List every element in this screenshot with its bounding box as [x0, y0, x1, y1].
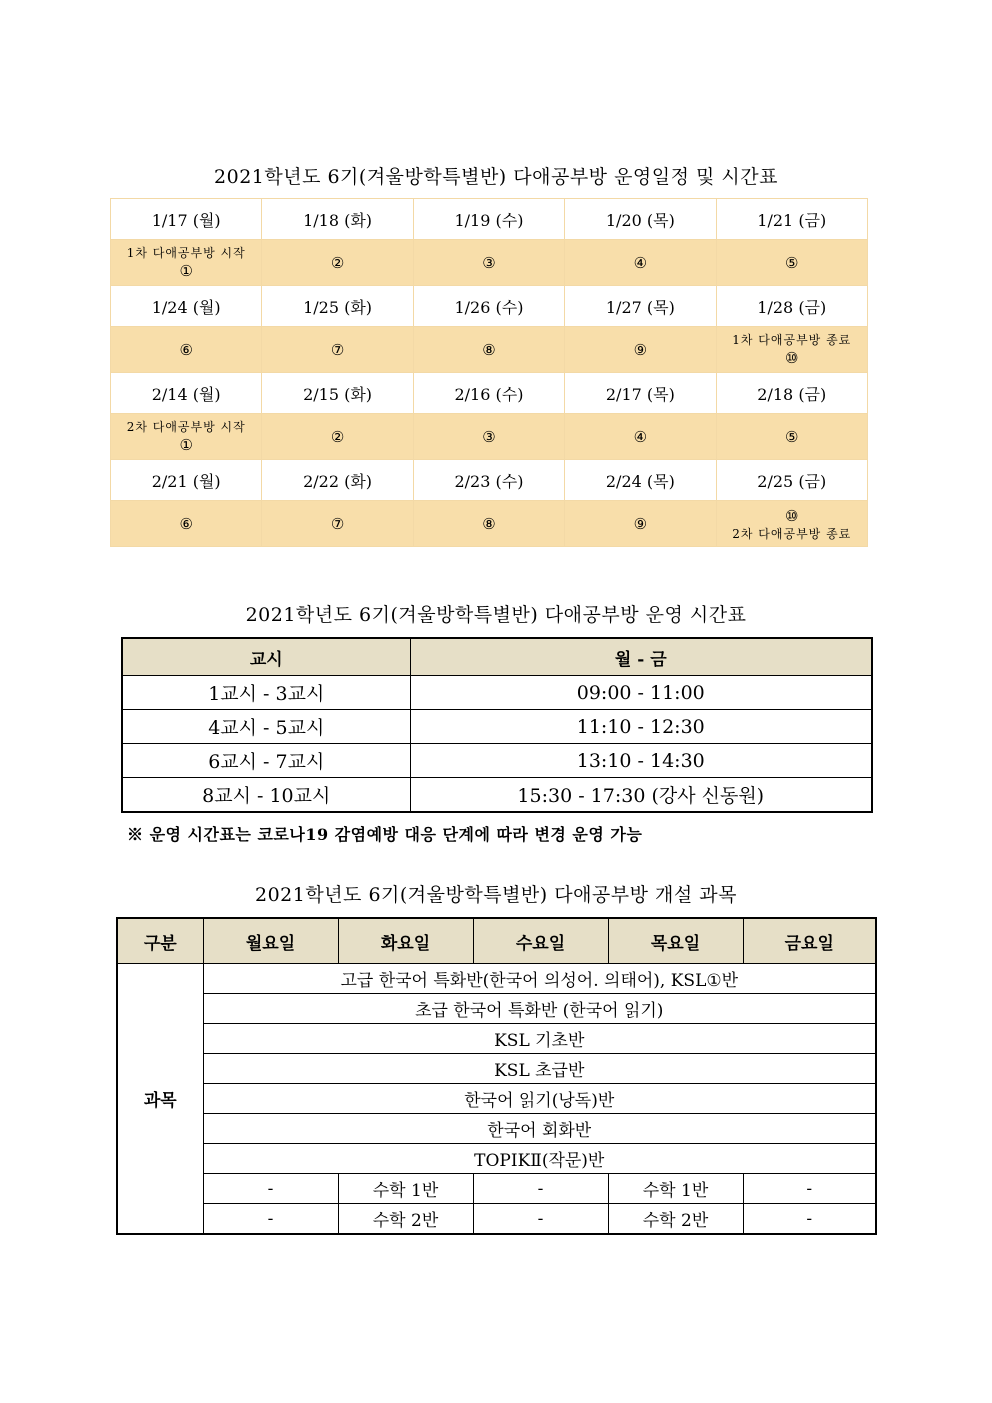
session-number: ⑩ — [785, 348, 799, 367]
session-cell — [413, 501, 564, 547]
period-cell: 1교시 - 3교시 — [122, 676, 410, 710]
time-cell: 11:10 - 12:30 — [410, 710, 872, 744]
session-note: 2차 다애공부방 종료 — [732, 526, 852, 541]
subjects-title: 2021학년도 6기(겨울방학특별반) 다애공부방 개설 과목 — [254, 884, 737, 906]
subject-cell: 한국어 읽기(낭독)반 — [203, 1084, 876, 1114]
date-cell: 1/21 (금) — [716, 199, 867, 240]
session-cell — [262, 327, 413, 373]
session-number: ⑦ — [330, 340, 345, 359]
date-cell: 2/25 (금) — [716, 460, 867, 501]
date-cell: 1/27 (목) — [565, 286, 716, 327]
table-row — [117, 1084, 876, 1114]
subjects-header: 월요일 — [203, 918, 338, 964]
session-row — [111, 240, 868, 286]
subject-cell: 고급 한국어 특화반(한국어 의성어. 의태어), KSL①반 — [203, 964, 876, 994]
subject-cell: 한국어 회화반 — [203, 1114, 876, 1144]
table-row — [117, 964, 876, 994]
session-cell — [262, 501, 413, 547]
date-cell: 1/26 (수) — [413, 286, 564, 327]
table-row — [122, 778, 872, 813]
date-row — [111, 286, 868, 327]
subject-cell: - — [743, 1174, 876, 1204]
session-number: ⑧ — [482, 340, 496, 359]
subject-cell: 수학 1반 — [608, 1174, 743, 1204]
date-cell: 2/24 (목) — [565, 460, 716, 501]
timetable-title: 2021학년도 6기(겨울방학특별반) 다애공부방 운영 시간표 — [245, 604, 747, 626]
subject-cell: 수학 1반 — [338, 1174, 473, 1204]
date-cell: 2/16 (수) — [413, 373, 564, 414]
table-row — [122, 744, 872, 778]
subject-cell: - — [203, 1204, 338, 1235]
table-row — [117, 1174, 876, 1204]
date-cell: 2/17 (목) — [565, 373, 716, 414]
session-cell — [262, 414, 413, 460]
date-cell: 1/18 (화) — [262, 199, 413, 240]
session-cell — [716, 501, 867, 547]
subject-cell: KSL 기초반 — [203, 1024, 876, 1054]
category-cell: 과목 — [117, 964, 203, 1235]
session-cell — [565, 240, 716, 286]
session-cell — [262, 240, 413, 286]
subject-cell: - — [473, 1204, 608, 1235]
table-row — [122, 676, 872, 710]
timetable-table — [121, 637, 873, 813]
table-row — [122, 710, 872, 744]
date-cell: 2/22 (화) — [262, 460, 413, 501]
session-number: ② — [330, 253, 345, 272]
session-number: ⑥ — [179, 340, 193, 359]
time-cell: 13:10 - 14:30 — [410, 744, 872, 778]
time-cell: 09:00 - 11:00 — [410, 676, 872, 710]
date-row — [111, 199, 868, 240]
session-number: ⑤ — [785, 427, 799, 446]
session-cell — [565, 327, 716, 373]
subjects-header: 목요일 — [608, 918, 743, 964]
period-cell: 4교시 - 5교시 — [122, 710, 410, 744]
subjects-header: 금요일 — [743, 918, 876, 964]
timetable-note: ※ 운영 시간표는 코로나19 감염예방 대응 단계에 따라 변경 운영 가능 — [127, 825, 643, 844]
session-cell — [716, 240, 867, 286]
session-cell — [111, 240, 262, 286]
session-number: ④ — [633, 253, 648, 272]
session-cell — [111, 327, 262, 373]
subjects-header: 구분 — [117, 918, 203, 964]
date-row — [111, 460, 868, 501]
date-cell: 1/28 (금) — [716, 286, 867, 327]
session-cell — [716, 414, 867, 460]
subjects-header: 화요일 — [338, 918, 473, 964]
date-row — [111, 373, 868, 414]
table-row — [117, 1114, 876, 1144]
session-row — [111, 501, 868, 547]
session-cell — [111, 501, 262, 547]
session-cell — [413, 240, 564, 286]
table-row — [117, 1054, 876, 1084]
date-cell: 1/17 (월) — [111, 199, 262, 240]
session-number: ⑨ — [633, 514, 648, 533]
date-cell: 2/18 (금) — [716, 373, 867, 414]
session-row — [111, 327, 868, 373]
session-number: ⑤ — [785, 253, 799, 272]
session-number: ③ — [482, 427, 496, 446]
timetable-header-days: 월 - 금 — [410, 638, 872, 676]
table-row — [117, 1024, 876, 1054]
subject-cell: 수학 2반 — [608, 1204, 743, 1235]
session-cell — [716, 327, 867, 373]
table-row — [117, 994, 876, 1024]
session-note: 1차 다애공부방 시작 — [126, 245, 246, 260]
session-cell — [413, 327, 564, 373]
session-cell — [565, 414, 716, 460]
subject-cell: 수학 2반 — [338, 1204, 473, 1235]
session-number: ⑦ — [330, 514, 345, 533]
timetable-header-period: 교시 — [122, 638, 410, 676]
session-cell — [111, 414, 262, 460]
date-cell: 2/21 (월) — [111, 460, 262, 501]
date-cell: 2/14 (월) — [111, 373, 262, 414]
time-cell: 15:30 - 17:30 (강사 신동원) — [410, 778, 872, 813]
subject-cell: TOPIKⅡ(작문)반 — [203, 1144, 876, 1174]
subject-cell: - — [203, 1174, 338, 1204]
schedule-table — [110, 198, 868, 547]
session-number: ⑨ — [633, 340, 648, 359]
session-note: 1차 다애공부방 종료 — [732, 332, 852, 347]
date-cell: 1/20 (목) — [565, 199, 716, 240]
subject-cell: - — [473, 1174, 608, 1204]
schedule-title: 2021학년도 6기(겨울방학특별반) 다애공부방 운영일정 및 시간표 — [214, 166, 778, 188]
session-number: ② — [330, 427, 345, 446]
date-cell: 1/25 (화) — [262, 286, 413, 327]
table-row — [117, 1144, 876, 1174]
date-cell: 1/24 (월) — [111, 286, 262, 327]
session-number: ⑥ — [179, 514, 193, 533]
session-row — [111, 414, 868, 460]
period-cell: 6교시 - 7교시 — [122, 744, 410, 778]
session-number: ⑩ — [785, 506, 799, 525]
date-cell: 1/19 (수) — [413, 199, 564, 240]
date-cell: 2/15 (화) — [262, 373, 413, 414]
subjects-table — [116, 917, 877, 1235]
table-row — [117, 1204, 876, 1235]
subject-cell: 초급 한국어 특화반 (한국어 읽기) — [203, 994, 876, 1024]
subject-cell: KSL 초급반 — [203, 1054, 876, 1084]
subjects-header: 수요일 — [473, 918, 608, 964]
session-number: ① — [179, 435, 193, 454]
session-number: ③ — [482, 253, 496, 272]
session-number: ① — [179, 261, 193, 280]
session-cell — [565, 501, 716, 547]
subject-cell: - — [743, 1204, 876, 1235]
session-cell — [413, 414, 564, 460]
session-note: 2차 다애공부방 시작 — [126, 419, 246, 434]
date-cell: 2/23 (수) — [413, 460, 564, 501]
session-number: ④ — [633, 427, 648, 446]
period-cell: 8교시 - 10교시 — [122, 778, 410, 813]
session-number: ⑧ — [482, 514, 496, 533]
